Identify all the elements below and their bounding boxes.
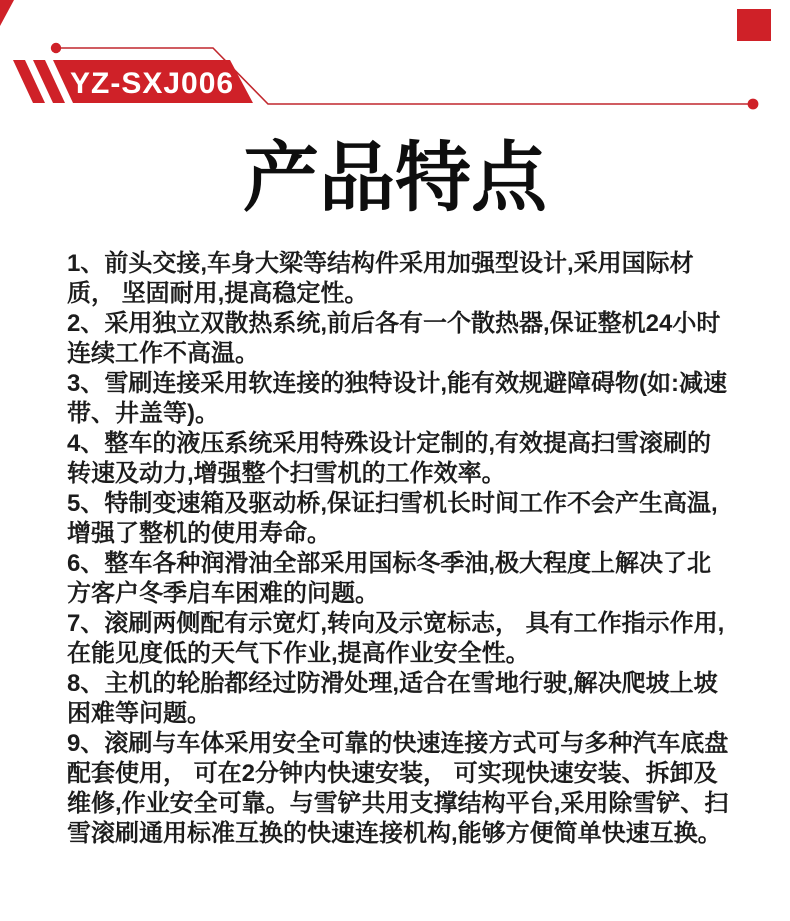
feature-item-2: 2、采用独立双散热系统,前后各有一个散热器,保证整机24小时连续工作不高温。 [67, 310, 721, 367]
feature-item-3: 3、雪刷连接采用软连接的独特设计,能有效规避障碍物(如:减速带、井盖等)。 [67, 370, 727, 427]
feature-item-1: 1、前头交接,车身大梁等结构件采用加强型设计,采用国际材质， 坚固耐用,提高稳定性。 [67, 250, 694, 307]
feature-item-6: 6、整车各种润滑油全部采用国标冬季油,极大程度上解决了北方客户冬季启车困难的问题。 [67, 550, 712, 607]
corner-sliver-top-left [0, 0, 14, 26]
feature-item-5: 5、特制变速箱及驱动桥,保证扫雪机长时间工作不会产生高温,增强了整机的使用寿命。 [67, 490, 718, 547]
model-badge-label: YZ-SXJ006 [70, 67, 235, 100]
connector-dot-left [51, 43, 61, 53]
feature-list [67, 249, 729, 849]
connector-dot-right [748, 99, 759, 110]
page-title: 产品特点 [243, 136, 547, 221]
corner-block-top-right [737, 9, 771, 41]
feature-item-7: 7、滚刷两侧配有示宽灯,转向及示宽标志， 具有工作指示作用,在能见度低的天气下作业,提高作业安全性。 [67, 610, 725, 667]
feature-item-9: 9、滚刷与车体采用安全可靠的快速连接方式可与多种汽车底盘配套使用， 可在2分钟内快速安装， 可实现快速安装、拆卸及维修,作业安全可靠。与雪铲共用支撑结构平台,采用除雪铲、扫雪滚刷通用标准互换的快速连接机构,能够方便简单快速互换。 [67, 730, 729, 847]
feature-item-4: 4、整车的液压系统采用特殊设计定制的,有效提高扫雪滚刷的转速及动力,增强整个扫雪机的工作效率。 [67, 430, 712, 487]
feature-item-8: 8、主机的轮胎都经过防滑处理,适合在雪地行驶,解决爬坡上坡困难等问题。 [67, 670, 718, 727]
